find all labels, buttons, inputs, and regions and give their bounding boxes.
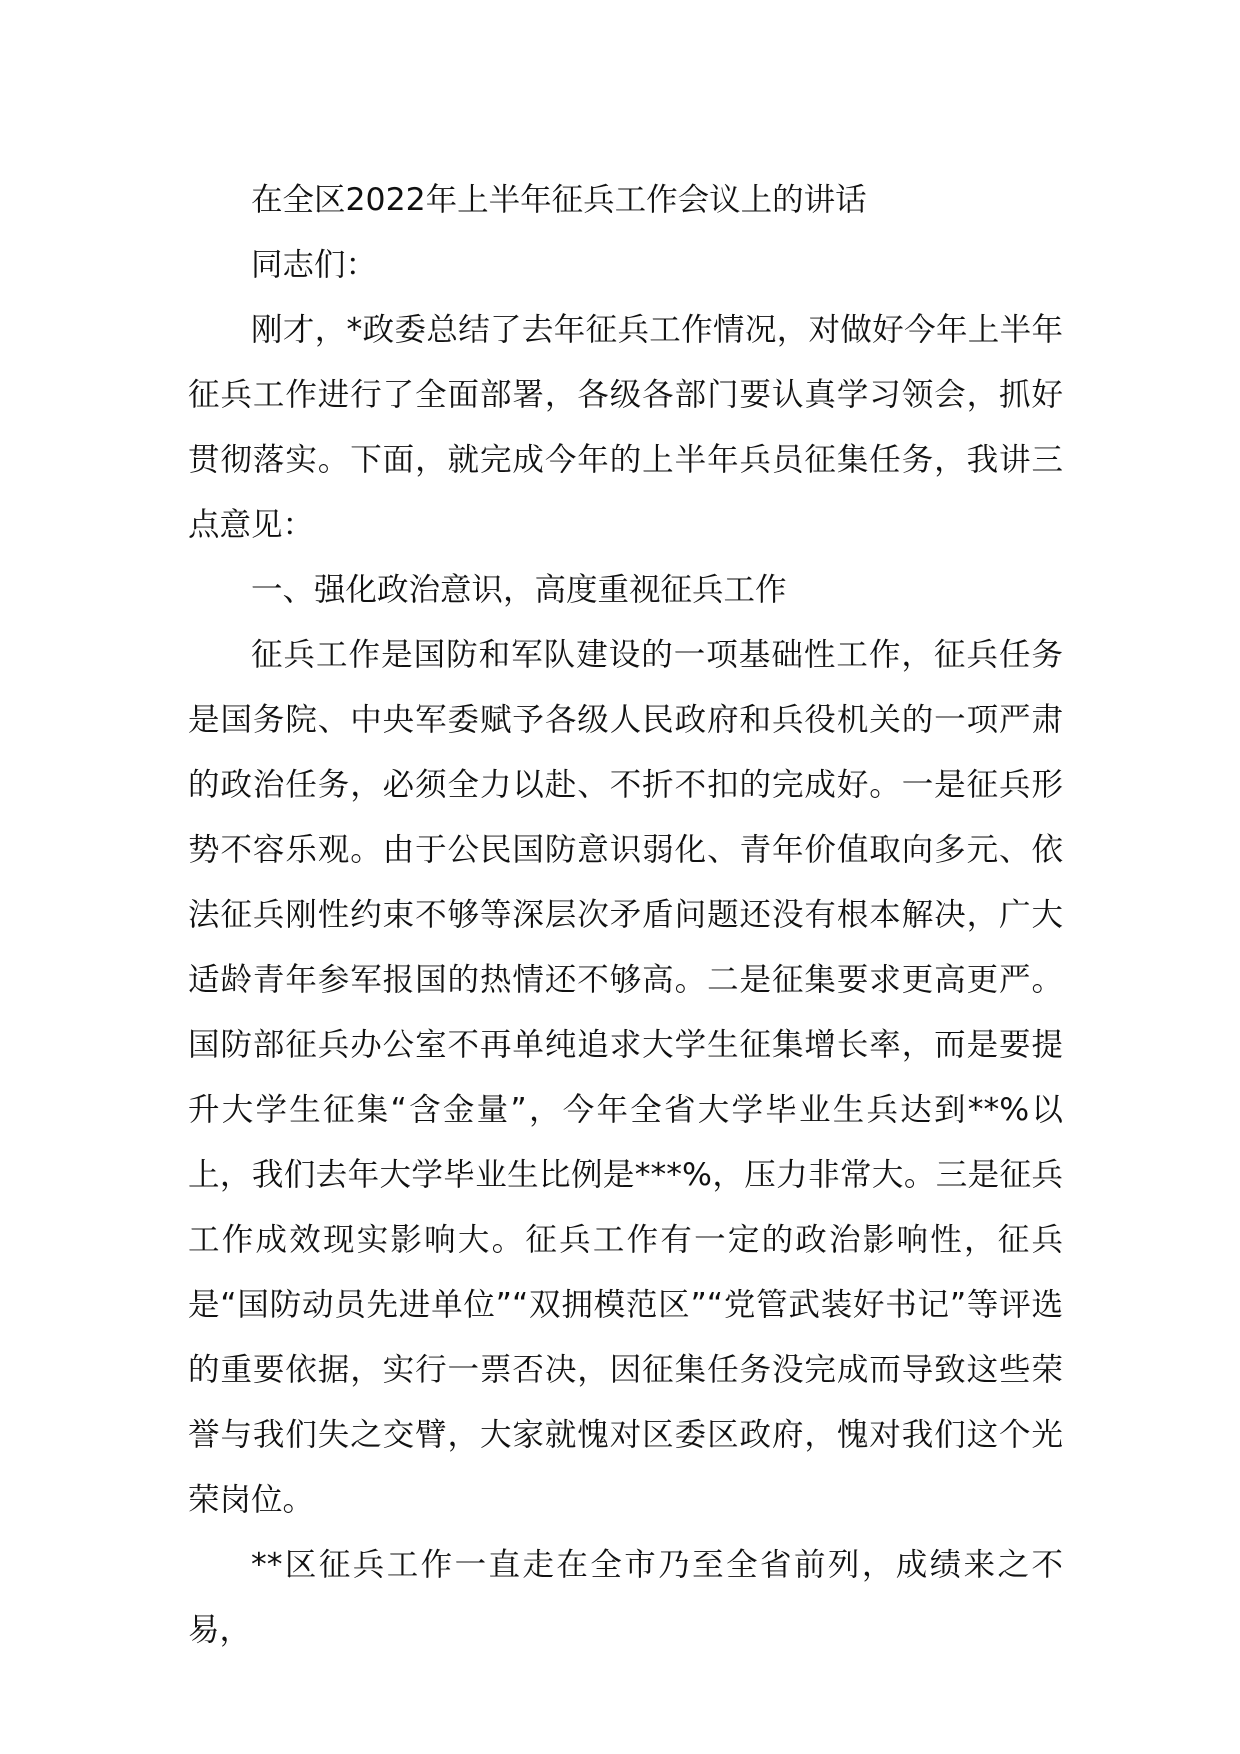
salutation: 同志们：	[251, 247, 378, 283]
paragraph-body: 征兵工作是国防和军队建设的一项基础性工作，征兵任务是国务院、中央军委赋予各级人民政府和兵役机关的一项严肃的政治任务，必须全力以赴、不折不扣的完成好。一是征兵形势不容乐观。由于公民国防意识弱化、青年价值取向多元、依法征兵刚性约束不够等深层次矛盾问题还没有根本解决，广大适龄青年参军报国的热情还不够高。二是征集要求更高更严。国防部征兵办公室不再单纯追求大学生征集增长率，而是要提升大学生征集“含金量”，今年全省大学毕业生兵达到**%以上，我们去年大学毕业生比例是***%，压力非常大。三是征兵工作成效现实影响大。征兵工作有一定的政治影响性，征兵是“国防动员先进单位”“双拥模范区”“党管武装好书记”等评选的重要依据，实行一票否决，因征集任务没完成而导致这些荣誉与我们失之交臂，大家就愧对区委区政府，愧对我们这个光荣岗位。	[188, 637, 1063, 1518]
section-heading-1: 一、强化政治意识，高度重视征兵工作	[251, 572, 787, 608]
paragraph-continuation: **区征兵工作一直走在全市乃至全省前列，成绩来之不易，	[188, 1547, 1063, 1648]
paragraph-intro: 刚才，*政委总结了去年征兵工作情况，对做好今年上半年征兵工作进行了全面部署，各级各部门要认真学习领会，抓好贯彻落实。下面，就完成今年的上半年兵员征集任务，我讲三点意见：	[188, 312, 1063, 543]
document-title: 在全区2022年上半年征兵工作会议上的讲话	[251, 182, 867, 218]
document-body	[188, 168, 1063, 1663]
